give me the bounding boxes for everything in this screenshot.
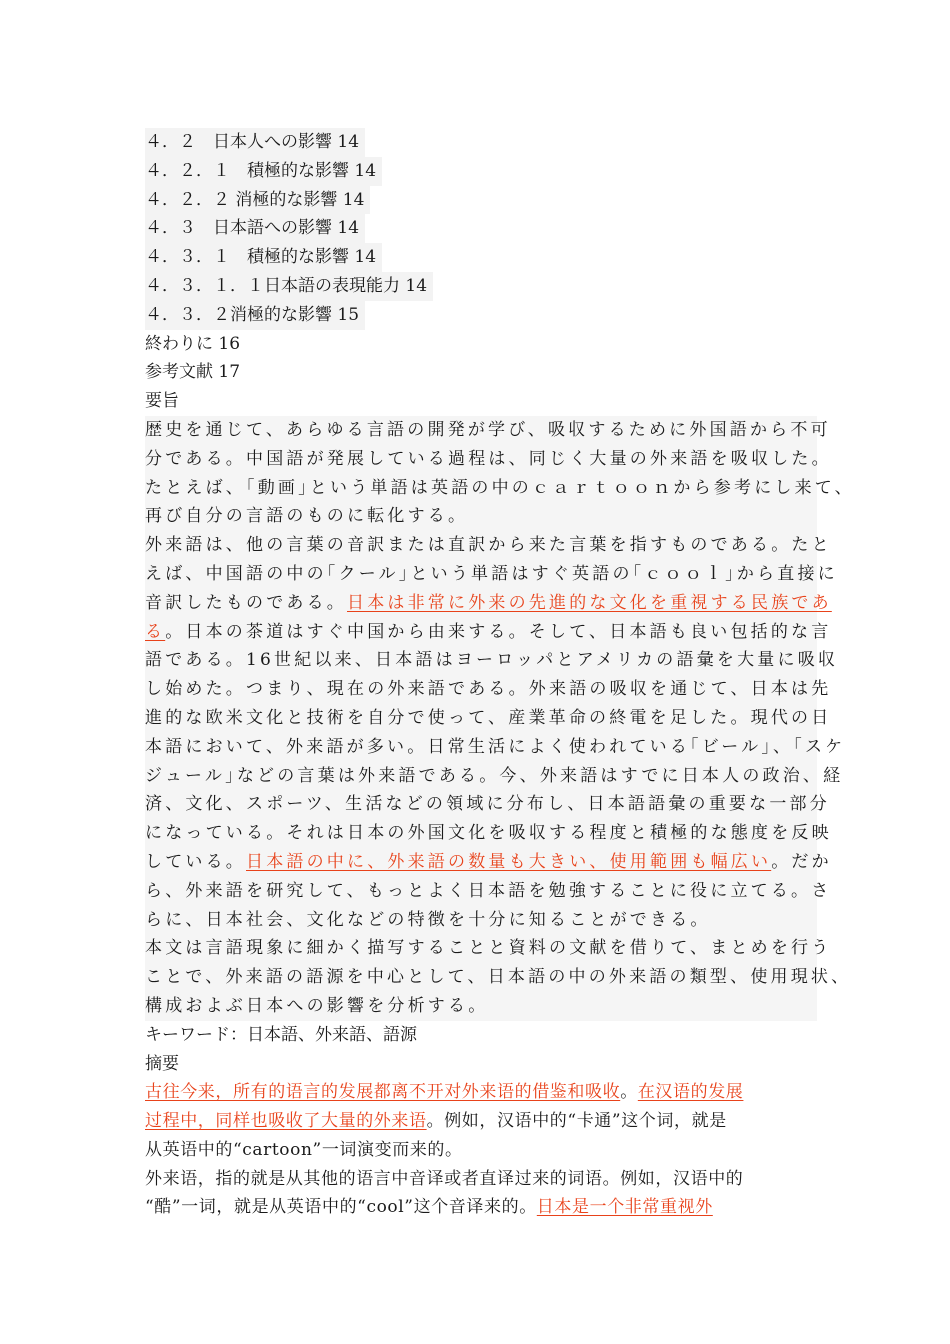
highlighted-text: 古往今来，所有的语言的发展都离不开对外来语的借鉴和吸收: [145, 1082, 621, 1103]
paragraph-line: たとえば、｢動画｣という単語は英語の中のｃａｒｔｏｏｎから参考にし来て、: [145, 474, 817, 503]
paragraph-line: し始めた。つまり、現在の外来語である。外来語の吸収を通じて、日本は先: [145, 675, 817, 704]
paragraph-cn-1: [145, 1078, 817, 1164]
paragraph-line: 進的な欧米文化と技術を自分で使って、産業革命の終電を足した。現代の日: [145, 704, 817, 733]
toc-entry: ４．３．１．１日本語の表現能力 14: [145, 272, 433, 301]
highlighted-text: る: [145, 621, 166, 642]
toc-entry: ４．２ 日本人への影響 14: [145, 128, 365, 157]
paragraph-line: 歴史を通じて、あらゆる言語の開発が学び、吸収するために外国語から不可: [145, 416, 817, 445]
paragraph-line: 構成およぶ日本への影響を分析する。: [145, 992, 817, 1021]
paragraph-line: 再び自分の言語のものに転化する。: [145, 502, 817, 531]
paragraph-line: 从英语中的“cartoon”一词演变而来的。: [145, 1139, 463, 1160]
text-segment: している。: [145, 851, 246, 872]
paragraph-line: ジュール｣などの言葉は外来語である。今、外来語はすでに日本人の政治、経: [145, 762, 817, 791]
text-segment: 。例如，汉语中的“卡通”这个词，就是: [426, 1111, 727, 1132]
paragraph-line: 外来語は、他の言葉の音訳または直訳から来た言葉を指すものである。たと: [145, 531, 817, 560]
paragraph-line: [145, 848, 832, 877]
paragraph-line: [145, 589, 832, 618]
toc-entry: 終わりに 16: [145, 333, 241, 354]
abstract-jp-heading: 要旨: [145, 391, 179, 412]
highlighted-text: 日本は非常に外来の先進的な文化を重視する民族であ: [347, 592, 832, 613]
paragraph-line: [145, 1107, 817, 1136]
highlighted-text: 过程中，同样也吸收了大量的外来语: [145, 1111, 427, 1132]
text-segment: 。: [620, 1082, 638, 1103]
toc-entry: 参考文献 17: [145, 362, 241, 383]
paragraph-jp-3: [145, 934, 852, 1020]
keywords-line: キーワード：日本語、外来語、語源: [145, 1024, 417, 1045]
paragraph-line: 語である。16世紀以来、日本語はヨーロッパとアメリカの語彙を大量に吸収: [145, 646, 817, 675]
paragraph-line: 外来语，指的就是从其他的语言中音译或者直译过来的词语。例如，汉语中的: [145, 1168, 744, 1189]
paragraph-line: 分である。中国語が発展している過程は、同じく大量の外来語を吸収した。: [145, 445, 817, 474]
paragraph-line: らに、日本社会、文化などの特徴を十分に知ることができる。: [145, 906, 817, 935]
paragraph-line: 本語において、外来語が多い。日常生活によく使われている｢ビール｣、｢スケ: [145, 733, 817, 762]
paragraph-line: ことで、外来語の語源を中心として、日本語の中の外来語の類型、使用現状、: [145, 963, 817, 992]
paragraph-line: 本文は言語現象に細かく描写することと資料の文献を借りて、まとめを行う: [145, 934, 817, 963]
text-segment: “酷”一词，就是从英语中的“cool”这个音译来的。: [145, 1197, 537, 1218]
toc-entry: ４．２．２ 消極的な影響 14: [145, 186, 370, 215]
document-body: [145, 128, 855, 1222]
table-of-contents: [145, 128, 817, 387]
toc-entry: ４．３．１ 積極的な影響 14: [145, 243, 382, 272]
highlighted-text: 日本是一个非常重视外: [536, 1197, 713, 1218]
highlighted-text: 日本語の中に、外来語の数量も大きい、使用範囲も幅広い: [246, 851, 772, 872]
paragraph-jp-2: [145, 531, 846, 934]
paragraph-cn-2: [145, 1165, 817, 1223]
paragraph-line: [145, 618, 832, 647]
abstract-cn-heading: 摘要: [145, 1053, 179, 1074]
highlighted-text: 在汉语的发展: [637, 1082, 744, 1103]
paragraph-line: になっている。それは日本の外国文化を吸収する程度と積極的な態度を反映: [145, 819, 817, 848]
toc-entry: ４．２．１ 積極的な影響 14: [145, 157, 382, 186]
paragraph-line: ら、外来語を研究して、もっとよく日本語を勉強することに役に立てる。さ: [145, 877, 817, 906]
text-segment: 。日本の茶道はすぐ中国から由来する。そして、日本語も良い包括的な言: [165, 621, 832, 642]
toc-entry: ４．３ 日本語への影響 14: [145, 214, 365, 243]
text-segment: 。だか: [771, 851, 832, 872]
paragraph-line: えば、中国語の中の｢クール｣という単語はすぐ英語の｢ｃｏｏｌ｣から直接に: [145, 560, 817, 589]
paragraph-line: [145, 1193, 817, 1222]
text-segment: 音訳したものである。: [145, 592, 347, 613]
paragraph-jp-1: [145, 416, 855, 531]
paragraph-line: 済、文化、スポーツ、生活などの領域に分布し、日本語語彙の重要な一部分: [145, 790, 817, 819]
toc-entry: ４．３．２消極的な影響 15: [145, 301, 365, 330]
paragraph-line: [145, 1078, 817, 1107]
